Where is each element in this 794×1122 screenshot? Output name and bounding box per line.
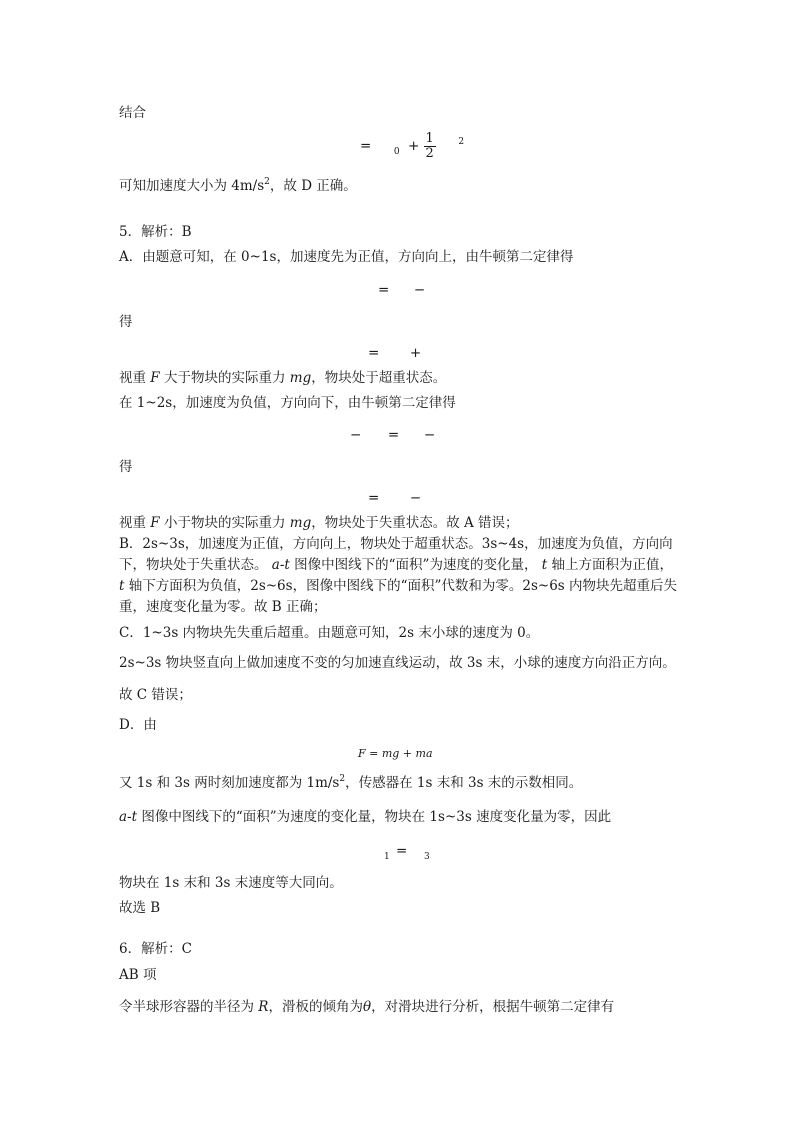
text-segment: 令半球形容器的半径为: [119, 999, 259, 1015]
text-segment: 视重: [119, 515, 151, 531]
equals-sign: =: [387, 427, 400, 443]
text-segment: ，故 D 正确。: [269, 178, 357, 194]
variable-R: R: [258, 999, 269, 1015]
text-line: [119, 556, 673, 574]
superscript: 2: [339, 774, 346, 784]
superscript: 2: [458, 137, 465, 147]
variable-t: t: [119, 578, 125, 594]
text-line: [119, 998, 614, 1016]
text-line: 物块在 1s 末和 3s 末速度等大同向。: [119, 875, 343, 891]
text-line: 故选 B: [119, 900, 161, 916]
text-segment: 视重: [119, 370, 151, 386]
question-heading: 5．解析：B: [119, 224, 192, 240]
text-line: 在 1~2s，加速度为负值，方向向下，由牛顿第二定律得: [119, 395, 456, 411]
equation-velocity-equal: [384, 842, 430, 862]
equation-apparent-weight-down: [368, 489, 421, 507]
text-line: A．由题意可知，在 0~1s，加速度先为正值，方向向上，由牛顿第二定律得: [119, 249, 574, 265]
equals-sign: =: [378, 282, 390, 298]
text-segment: 轴上方面积为正值，: [547, 557, 673, 573]
fraction-one-half: [424, 132, 436, 161]
equation-displacement: [360, 132, 464, 161]
text-line: D．由: [119, 717, 157, 733]
equation-apparent-weight-up: [368, 344, 421, 362]
minus-sign: −: [409, 490, 422, 506]
text-line: AB 项: [119, 967, 157, 983]
text-segment: ，物块处于失重状态。故 A 错误；: [311, 515, 519, 531]
variable-t: t: [541, 557, 548, 573]
text-segment: ，对滑块进行分析，根据牛顿第二定律有: [371, 999, 615, 1015]
equals-sign: =: [396, 843, 408, 859]
text-line: 结合: [119, 105, 146, 121]
text-line: 故 C 错误；: [119, 687, 192, 703]
variable-mg: mg: [289, 370, 312, 386]
subscript: 1: [384, 852, 390, 862]
variable-F: F: [150, 370, 160, 386]
text-line: [119, 369, 446, 387]
text-segment: 图像中图线下的“面积”为速度的变化量，物块在 1s~3s 速度变化量为零，因此: [137, 809, 612, 825]
text-line: 2s~3s 物块竖直向上做加速度不变的匀加速直线运动，故 3s 末，小球的速度方向沿正方向。: [119, 655, 676, 671]
text-line: [119, 774, 582, 794]
superscript: 2: [264, 177, 270, 187]
minus-sign: −: [413, 282, 426, 298]
text-line: C．1~3s 内物块先失重后超重。由题意可知，2s 末小球的速度为 0。: [119, 625, 540, 641]
minus-sign: −: [350, 427, 362, 443]
plus-sign: +: [409, 345, 422, 361]
equals-sign: =: [368, 345, 380, 361]
text-line: 重，速度变化量为零。故 B 正确；: [119, 599, 327, 615]
text-segment: 又 1s 和 3s 两时刻加速度都为 1m/s: [119, 775, 340, 791]
text-line: [119, 577, 677, 595]
text-segment: ，物块处于超重状态。: [311, 370, 447, 386]
text-line: 得: [119, 314, 133, 330]
equals-sign: =: [368, 490, 380, 506]
equation-sensor-reading: F = mg + ma: [358, 747, 433, 760]
text-segment: ，传感器在 1s 末和 3s 末的示数相同。: [345, 775, 583, 791]
fraction-numerator: 1: [425, 131, 434, 146]
minus-sign: −: [423, 427, 436, 443]
text-line: B．2s~3s，加速度为正值，方向向上，物块处于超重状态。3s~4s，加速度为负值，方向向: [119, 536, 673, 552]
subscript: 3: [423, 852, 430, 862]
equation-newton-up: [378, 281, 425, 299]
text-line: [119, 514, 519, 532]
text-segment: 大于物块的实际重力: [159, 370, 290, 386]
text-segment: 下，物块处于失重状态。: [119, 557, 272, 573]
plus-sign: +: [407, 138, 420, 154]
text-line: 得: [119, 459, 133, 475]
text-segment: 小于物块的实际重力: [159, 515, 290, 531]
text-segment: 图像中图线下的“面积”为速度的变化量，: [289, 557, 542, 573]
text-segment: ，滑板的倾角为: [268, 999, 363, 1015]
variable-a-t: a-t: [271, 557, 290, 573]
question-heading: 6．解析：C: [119, 941, 192, 957]
text-line: [119, 177, 357, 197]
variable-F: F: [150, 515, 160, 531]
subscript: 0: [393, 147, 400, 157]
text-line: [119, 808, 611, 826]
text-segment: 可知加速度大小为 4m/s: [119, 178, 265, 194]
equals-sign: =: [360, 138, 372, 154]
text-segment: 轴下方面积为负值，2s~6s，图像中图线下的“面积”代数和为零。2s~6s 内物块先超重后失: [124, 578, 678, 594]
fraction-denominator: 2: [425, 146, 434, 161]
equation-newton-down: [350, 426, 435, 444]
variable-theta: θ: [362, 999, 372, 1015]
variable-a-t: a-t: [119, 809, 138, 825]
variable-mg: mg: [289, 515, 312, 531]
